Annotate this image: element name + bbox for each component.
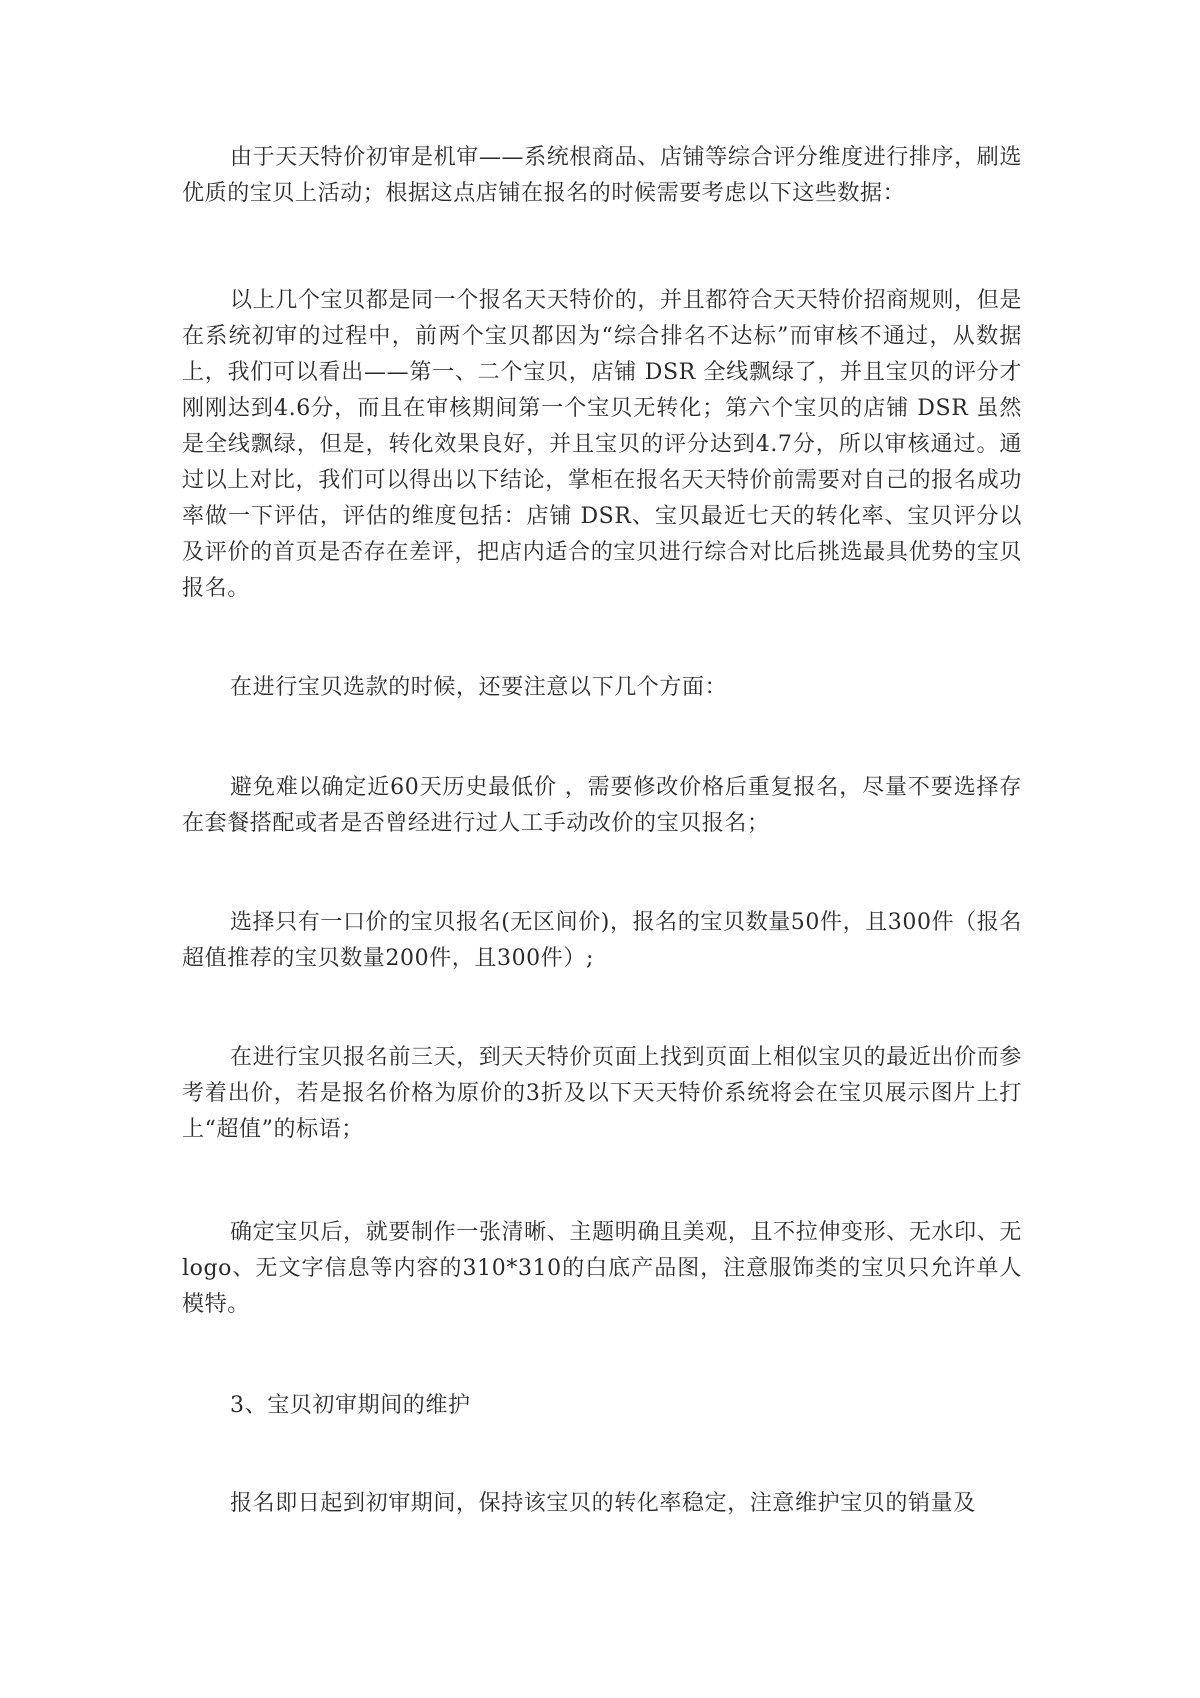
paragraph-product-image: 确定宝贝后，就要制作一张清晰、主题明确且美观，且不拉伸变形、无水印、无 logo、无文字信息等内容的310*310的白底产品图，注意服饰类的宝贝只允许单人模特。 (182, 1220, 1022, 1317)
paragraph-selection-notes: 在进行宝贝选款的时候，还要注意以下几个方面： (230, 675, 728, 700)
paragraph-review-period: 报名即日起到初审期间，保持该宝贝的转化率稳定，注意维护宝贝的销量及 (230, 1491, 976, 1516)
paragraph-analysis: 以上几个宝贝都是同一个报名天天特价的，并且都符合天天特价招商规则，但是在系统初审的过程中，前两个宝贝都因为“综合排名不达标”而审核不通过，从数据上，我们可以看出——第一、二个宝贝，店铺 DSR 全线飘绿了，并且宝贝的评分才刚刚达到4.6分，而且在审核期间第一个宝贝无转化；第六个宝贝的店铺 DSR 虽然是全线飘绿，但是，转化效果良好，并且宝贝的评分达到4.7分，所以审核通过。通过以上对比，我们可以得出以下结论，掌柜在报名天天特价前需要对自己的报名成功率做一下评估，评估的维度包括：店铺 DSR、宝贝最近七天的转化率、宝贝评分以及评价的首页是否存在差评，把店内适合的宝贝进行综合对比后挑选最具优势的宝贝报名。 (182, 288, 1022, 601)
paragraph-fixed-price: 选择只有一口价的宝贝报名(无区间价)，报名的宝贝数量50件，且300件（报名超值推荐的宝贝数量200件，且300件）; (182, 910, 1022, 971)
section-heading-review-maintenance: 3、宝贝初审期间的维护 (230, 1393, 471, 1418)
paragraph-lowest-price: 避免难以确定近60天历史最低价 ，需要修改价格后重复报名，尽量不要选择存在套餐搭配或者是否曾经进行过人工手动改价的宝贝报名； (182, 775, 1022, 836)
paragraph-intro: 由于天天特价初审是机审——系统根商品、店铺等综合评分维度进行排序，刷选优质的宝贝上活动；根据这点店铺在报名的时候需要考虑以下这些数据： (182, 145, 1022, 206)
paragraph-pricing-reference: 在进行宝贝报名前三天，到天天特价页面上找到页面上相似宝贝的最近出价而参考着出价，若是报名价格为原价的3折及以下天天特价系统将会在宝贝展示图片上打上“超值”的标语； (182, 1045, 1022, 1142)
